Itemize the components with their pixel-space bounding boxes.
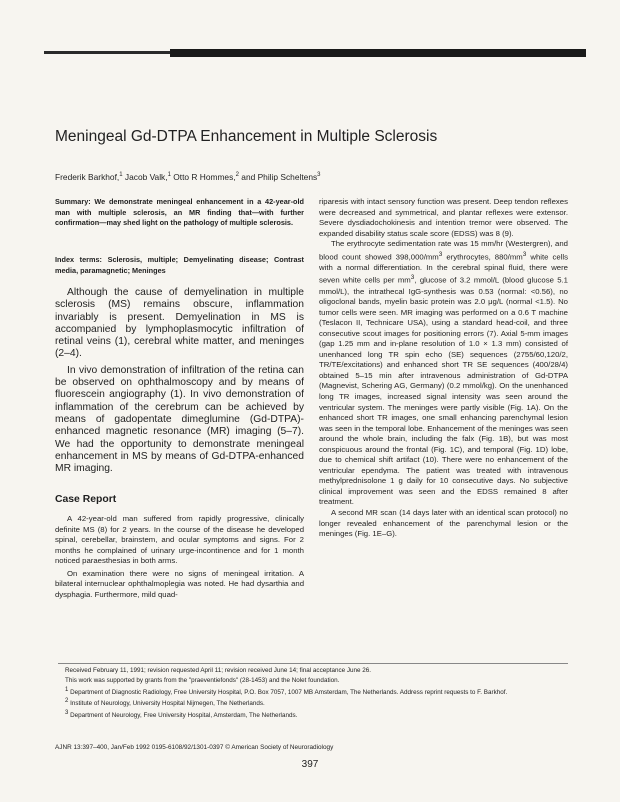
affiliation-marker: 1	[167, 172, 171, 179]
intro-paragraph: Although the cause of demyelination in multiple sclerosis (MS) remains obscure, inflammation invariably is present. Demyelination in MS is accompanied by lymphoplasmocytic infiltration of retinal veins (1), cerebral white matter, and meninges (2–4).	[55, 287, 304, 360]
author-hommes: Otto R Hommes,	[170, 172, 236, 182]
footnotes	[55, 666, 570, 721]
affiliation-marker: 2	[235, 172, 239, 179]
author-scheltens: and Philip Scheltens	[238, 172, 318, 182]
intro-paragraph: In vivo demonstration of infiltration of the retina can be observed on ophthalmoscopy and by means of fluorescein angiography (1). In vivo demonstration of inflammation of the cerebrum can be achieved by means of gadopentate dimeglumine (Gd-DTPA)-enhanced magnetic resonance (MR) imaging (5–7). We had the opportunity to demonstrate meningeal enhancement in MS by means of Gd-DTPA-enhanced MR imaging.	[55, 364, 304, 475]
body-paragraph: A second MR scan (14 days later with an identical scan protocol) no longer revealed enhancement of the parenchymal lesion or the meninges (Fig. 1E–G).	[319, 508, 568, 539]
journal-citation: AJNR 13:397–400, Jan/Feb 1992 0195-6108/92/1301-0397 © American Society of Neuroradiology	[55, 744, 334, 751]
footnote-text: Institute of Neurology, University Hospital Nijmegen, The Netherlands.	[68, 700, 265, 708]
abstract-summary	[55, 197, 304, 229]
body-text: white cells with a normal differentiation. In the cerebral spinal fluid, there were seven white cells per mm	[319, 252, 568, 285]
section-heading-case-report: Case Report	[55, 494, 117, 505]
index-terms	[55, 255, 304, 276]
header-rule-thick	[170, 49, 586, 57]
footnote-affiliation	[55, 709, 570, 721]
body-paragraph: riparesis with intact sensory function was present. Deep tendon reflexes were decreased and symmetrical, and plantar reflexes were extensor. Severe dysdiadochokinesis and intention tremor were observed. The expanded disability status scale score (EDSS) was 8 (9).	[319, 197, 568, 238]
affiliation-marker: 3	[65, 710, 69, 717]
body-paragraph	[319, 239, 568, 508]
footnote-affiliation	[55, 697, 570, 709]
body-paragraph: On examination there were no signs of meningeal irritation. A bilateral internuclear ophthalmoplegia was noted. He had dysarthia and dysphagia. Furthermore, mild quad-	[55, 568, 304, 599]
right-column	[319, 197, 568, 540]
footnote-support: This work was supported by grants from the "praeventiefonds" (28-1453) and the Nolet foundation.	[65, 676, 340, 684]
footnote-affiliation	[55, 686, 570, 698]
footnote-text: Department of Neurology, Free University Hospital, Amsterdam, The Netherlands.	[68, 712, 298, 720]
author-valk: Jacob Valk,	[122, 172, 168, 182]
footnote-divider	[58, 663, 568, 664]
footnote-text: Department of Diagnostic Radiology, Free University Hospital, P.O. Box 7057, 1007 MB Amsterdam, The Netherlands. Address reprint requests to F. Barkhof.	[68, 688, 508, 696]
index-terms-text: Index terms: Sclerosis, multiple; Demyelinating disease; Contrast media, paramagnetic; Meninges	[55, 255, 304, 275]
body-text: , glucose of 3.2 mmol/L (blood glucose 5.1 mmol/L), the intrathecal IgG-synthesis was 0.53 (normal: <0.56), no oligoclonal bands, myelin basic protein was 2.0 μg/L (normal <1.5). No tumor cells were seen. MR imaging was performed on a 0.6 T machine (Teslacon II, Technicare USA), using a standard head-coil, and three consecutive scout images for positioning errors (7). Axial 5-mm images (gap 1.25 mm and in-plane resolution of 1.0 × 1.3 mm) consisted of unenhanced long TR spin echo (SE) sequences (2755/60,120/2, TR/TE/excitations) and enhanced short TR SE sequences (400/28/4) obtained 5–15 min after intravenous administration of Gd-DTPA (Magnevist, Schering AG, Germany) (0.2 mmol/kg). On the unenhanced long TR images, increased signal intensity was seen around the ventricular system. The meninges were partly visible (Fig. 1A). On the enhanced short TR images, one small enhancing parenchymal lesion was seen in the temporal lobe. Enhancement of the meninges was seen around the whole brain, including the falx (Fig. 1B), but was most conspicuous around the frontal (Fig. 1C), and temporal (Fig. 1D) lobe, due to chemical shift artifact (10). There were no enhancement of the ventricular ependyma. The patient was treated with intravenous methylprednisolone 1 g daily for 10 consecutive days. No subjective clinical improvement was seen and the EDSS remained 8 after treatment.	[319, 275, 568, 507]
footnote-received: Received February 11, 1991; revision requested April 11; revision received June 14; final acceptance June 26.	[65, 667, 372, 674]
summary-text: Summary: We demonstrate meningeal enhancement in a 42-year-old man with multiple sclerosis, an MR finding that—with further confirmation—may shed light on the pathology of multiple sclerosis.	[55, 197, 304, 228]
affiliation-marker: 1	[119, 172, 123, 179]
author-barkhof: Frederik Barkhof,	[55, 172, 120, 182]
body-text: erythrocytes, 880/mm	[442, 252, 523, 262]
body-paragraph: A 42-year-old man suffered from rapidly progressive, clinically definite MS (8) for 2 years. In the course of the disease he developed spinal, cerebellar, brainstem, and ocular symptoms and signs. For 2 months he complained of urinary urge-incontinence and for 1 month noticed paraesthesias in both arms.	[55, 514, 304, 566]
introduction	[55, 287, 304, 475]
affiliation-marker: 2	[65, 698, 69, 705]
superscript: 3	[410, 274, 415, 282]
superscript: 3	[438, 250, 443, 258]
case-report-body	[55, 514, 304, 600]
affiliation-marker: 1	[65, 686, 69, 693]
article-title: Meningeal Gd-DTPA Enhancement in Multiple Sclerosis	[55, 128, 438, 145]
author-line	[55, 172, 575, 182]
body-text: The erythrocyte sedimentation rate was 15 mm/hr (Westergren), and blood count showed 398,000/mm	[319, 239, 568, 262]
superscript: 3	[522, 250, 527, 258]
affiliation-marker: 3	[317, 172, 321, 179]
page-number: 397	[301, 759, 319, 770]
